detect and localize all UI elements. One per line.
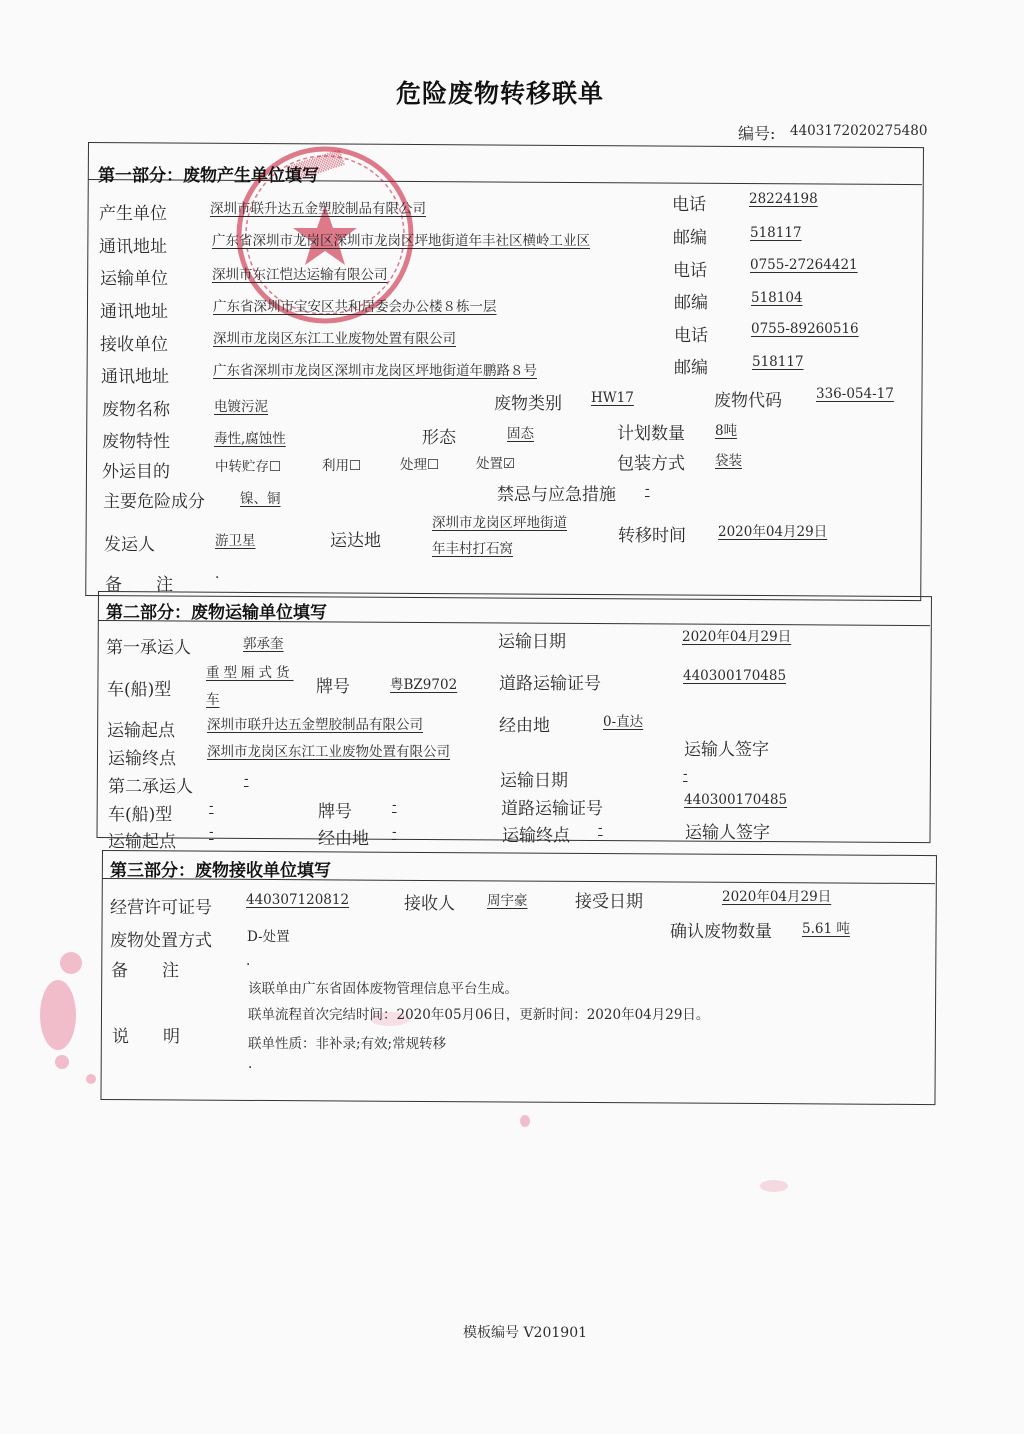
transporter-address-label: 通讯地址 [100, 302, 168, 322]
start-point2-label: 运输起点 [108, 832, 176, 852]
disposal-method-value: D-处置 [247, 929, 290, 945]
carrier2-value: - [244, 771, 249, 787]
destination-line2: 年丰村打石窝 [432, 541, 513, 557]
transporter-phone-label: 电话 [673, 261, 707, 281]
waste-code-value: 336-054-17 [816, 386, 894, 402]
note-line1: 该联单由广东省固体废物管理信息平台生成。 [248, 981, 518, 997]
note-line2: 联单流程首次完结时间：2020年05月06日，更新时间：2020年04月29日。 [248, 1007, 710, 1023]
disposal-method-label: 废物处置方式 [110, 931, 212, 951]
package-value: 袋装 [715, 453, 742, 469]
purpose-option-treat: 处理☐ [400, 457, 440, 473]
receiver-zip-label: 邮编 [674, 358, 708, 378]
end-point1-label: 运输终点 [108, 749, 176, 769]
end-point2-value: - [598, 820, 603, 836]
road-permit2-label: 道路运输证号 [501, 799, 603, 819]
license-value: 440307120812 [246, 892, 350, 908]
accept-date-value: 2020年04月29日 [722, 889, 832, 905]
waste-code-label: 废物代码 [714, 391, 782, 411]
note-line4: . [248, 1056, 253, 1072]
carrier2-label: 第二承运人 [108, 777, 193, 797]
plate2-value: - [392, 797, 397, 813]
purpose-option-dispose: 处置☑ [476, 456, 516, 472]
vehicle1-label: 车(船)型 [107, 680, 172, 700]
end-point2-label: 运输终点 [502, 826, 570, 846]
transporter-zip-value: 518104 [751, 290, 803, 306]
license-label: 经营许可证号 [110, 898, 212, 918]
waste-category-value: HW17 [591, 390, 634, 406]
producer-zip-label: 邮编 [673, 228, 707, 248]
waste-property-value: 毒性,腐蚀性 [214, 431, 286, 447]
part3-heading: 第三部分：废物接收单位填写 [110, 861, 331, 881]
transporter-sign2-label: 运输人签字 [685, 823, 770, 843]
transporter-phone-value: 0755-27264421 [750, 257, 858, 273]
transporter-label: 运输单位 [100, 269, 168, 289]
producer-value: 深圳市联升达五金塑胶制品有限公司 [210, 201, 426, 217]
transfer-time-value: 2020年04月29日 [718, 524, 828, 540]
serial-number: 4403172020275480 [790, 123, 928, 139]
receiver-value: 深圳市龙岗区东江工业废物处置有限公司 [213, 331, 456, 347]
waste-name-label: 废物名称 [102, 400, 170, 420]
purpose-label: 外运目的 [102, 462, 170, 482]
ink-smudge [760, 1180, 788, 1192]
part2-heading: 第二部分：废物运输单位填写 [106, 603, 327, 623]
planned-quantity-label: 计划数量 [617, 424, 685, 444]
confirmed-quantity-value: 5.61 吨 [802, 921, 850, 937]
purpose-option-transfer-storage: 中转贮存☐ [215, 459, 282, 475]
taboo-label: 禁忌与应急措施 [497, 485, 616, 505]
ink-smudge [520, 1115, 530, 1127]
start-point1-label: 运输起点 [107, 721, 175, 741]
seal-rim-text: ▒▒▒▒▒ [288, 150, 345, 182]
plate1-label: 牌号 [316, 677, 350, 697]
waste-property-label: 废物特性 [102, 432, 170, 452]
recipient-value: 周宇豪 [487, 893, 528, 909]
part3-remarks-label: 备 注 [111, 961, 179, 981]
purpose-option-utilize: 利用☐ [322, 458, 362, 474]
ink-smudge [60, 952, 82, 974]
planned-quantity-value: 8吨 [715, 423, 738, 439]
note-line3: 联单性质：非补录;有效;常规转移 [248, 1036, 447, 1052]
start-point2-value: - [209, 824, 214, 840]
ink-smudge [40, 980, 76, 1050]
destination-line1: 深圳市龙岗区坪地街道 [432, 515, 567, 531]
transport-date1-value: 2020年04月29日 [682, 629, 792, 645]
producer-address-label: 通讯地址 [99, 237, 167, 257]
part3-remarks-value: . [246, 953, 251, 969]
accept-date-label: 接受日期 [575, 892, 643, 912]
ink-smudge [55, 1055, 69, 1069]
part1-remarks-value: . [215, 566, 220, 582]
plate2-label: 牌号 [318, 802, 352, 822]
transport-date2-value: - [683, 766, 688, 782]
end-point1-value: 深圳市龙岗区东江工业废物处置有限公司 [207, 744, 450, 760]
shipper-value: 游卫星 [215, 533, 256, 549]
package-label: 包装方式 [617, 454, 685, 474]
receiver-label: 接收单位 [100, 335, 168, 355]
hazard-components-value: 镍、铜 [240, 491, 281, 507]
note-label: 说 明 [112, 1027, 180, 1047]
form-value: 固态 [507, 426, 534, 442]
transport-date2-label: 运输日期 [500, 771, 568, 791]
transporter-value: 深圳市东江恺达运输有限公司 [212, 267, 388, 283]
plate1-value: 粤BZ9702 [390, 677, 458, 693]
document-title: 危险废物转移联单 [396, 79, 605, 108]
producer-phone-value: 28224198 [749, 191, 818, 207]
start-point1-value: 深圳市联升达五金塑胶制品有限公司 [207, 717, 423, 733]
via2-value: - [392, 824, 397, 840]
confirmed-quantity-label: 确认废物数量 [670, 922, 772, 942]
receiver-phone-label: 电话 [674, 326, 708, 346]
transporter-sign1-label: 运输人签字 [684, 740, 769, 760]
vehicle2-value: - [209, 798, 214, 814]
producer-zip-value: 518117 [750, 225, 802, 241]
carrier1-value: 郭承奎 [243, 636, 284, 652]
via1-value: 0-直达 [603, 714, 644, 730]
part1-heading: 第一部分：废物产生单位填写 [98, 166, 319, 186]
vehicle1-line2: 车 [206, 692, 220, 708]
road-permit2-value: 440300170485 [684, 792, 788, 808]
waste-category-label: 废物类别 [494, 394, 562, 414]
serial-label: 编号: [738, 124, 776, 143]
via2-label: 经由地 [318, 829, 369, 849]
hazard-components-label: 主要危险成分 [103, 492, 205, 512]
receiver-address-label: 通讯地址 [101, 367, 169, 387]
producer-phone-label: 电话 [672, 195, 706, 215]
template-number: 模板编号 V201901 [463, 1325, 588, 1341]
transport-date1-label: 运输日期 [498, 632, 566, 652]
receiver-zip-value: 518117 [752, 354, 804, 370]
taboo-value: - [645, 481, 650, 497]
road-permit1-label: 道路运输证号 [499, 674, 601, 694]
vehicle2-label: 车(船)型 [108, 805, 173, 825]
producer-address-value: 广东省深圳市龙岗区深圳市龙岗区坪地街道年丰社区横岭工业区 [212, 233, 590, 249]
shipper-label: 发运人 [104, 535, 155, 555]
transfer-time-label: 转移时间 [618, 526, 686, 546]
form-label: 形态 [422, 428, 456, 448]
recipient-label: 接收人 [404, 894, 455, 914]
producer-label: 产生单位 [99, 204, 167, 224]
destination-label: 运达地 [330, 531, 381, 551]
part1-remarks-label: 备 注 [105, 575, 173, 595]
receiver-phone-value: 0755-89260516 [751, 321, 859, 337]
receiver-address-value: 广东省深圳市龙岗区深圳市龙岗区坪地街道年鹏路８号 [213, 363, 537, 379]
transporter-zip-label: 邮编 [674, 293, 708, 313]
road-permit1-value: 440300170485 [683, 668, 787, 684]
transporter-address-value: 广东省深圳市宝安区共和居委会办公楼８栋一层 [213, 299, 497, 315]
vehicle1-line1: 重型厢式货 [206, 665, 294, 681]
carrier1-label: 第一承运人 [106, 638, 191, 658]
ink-smudge [86, 1074, 96, 1084]
waste-name-value: 电镀污泥 [214, 399, 268, 415]
via1-label: 经由地 [499, 716, 550, 736]
